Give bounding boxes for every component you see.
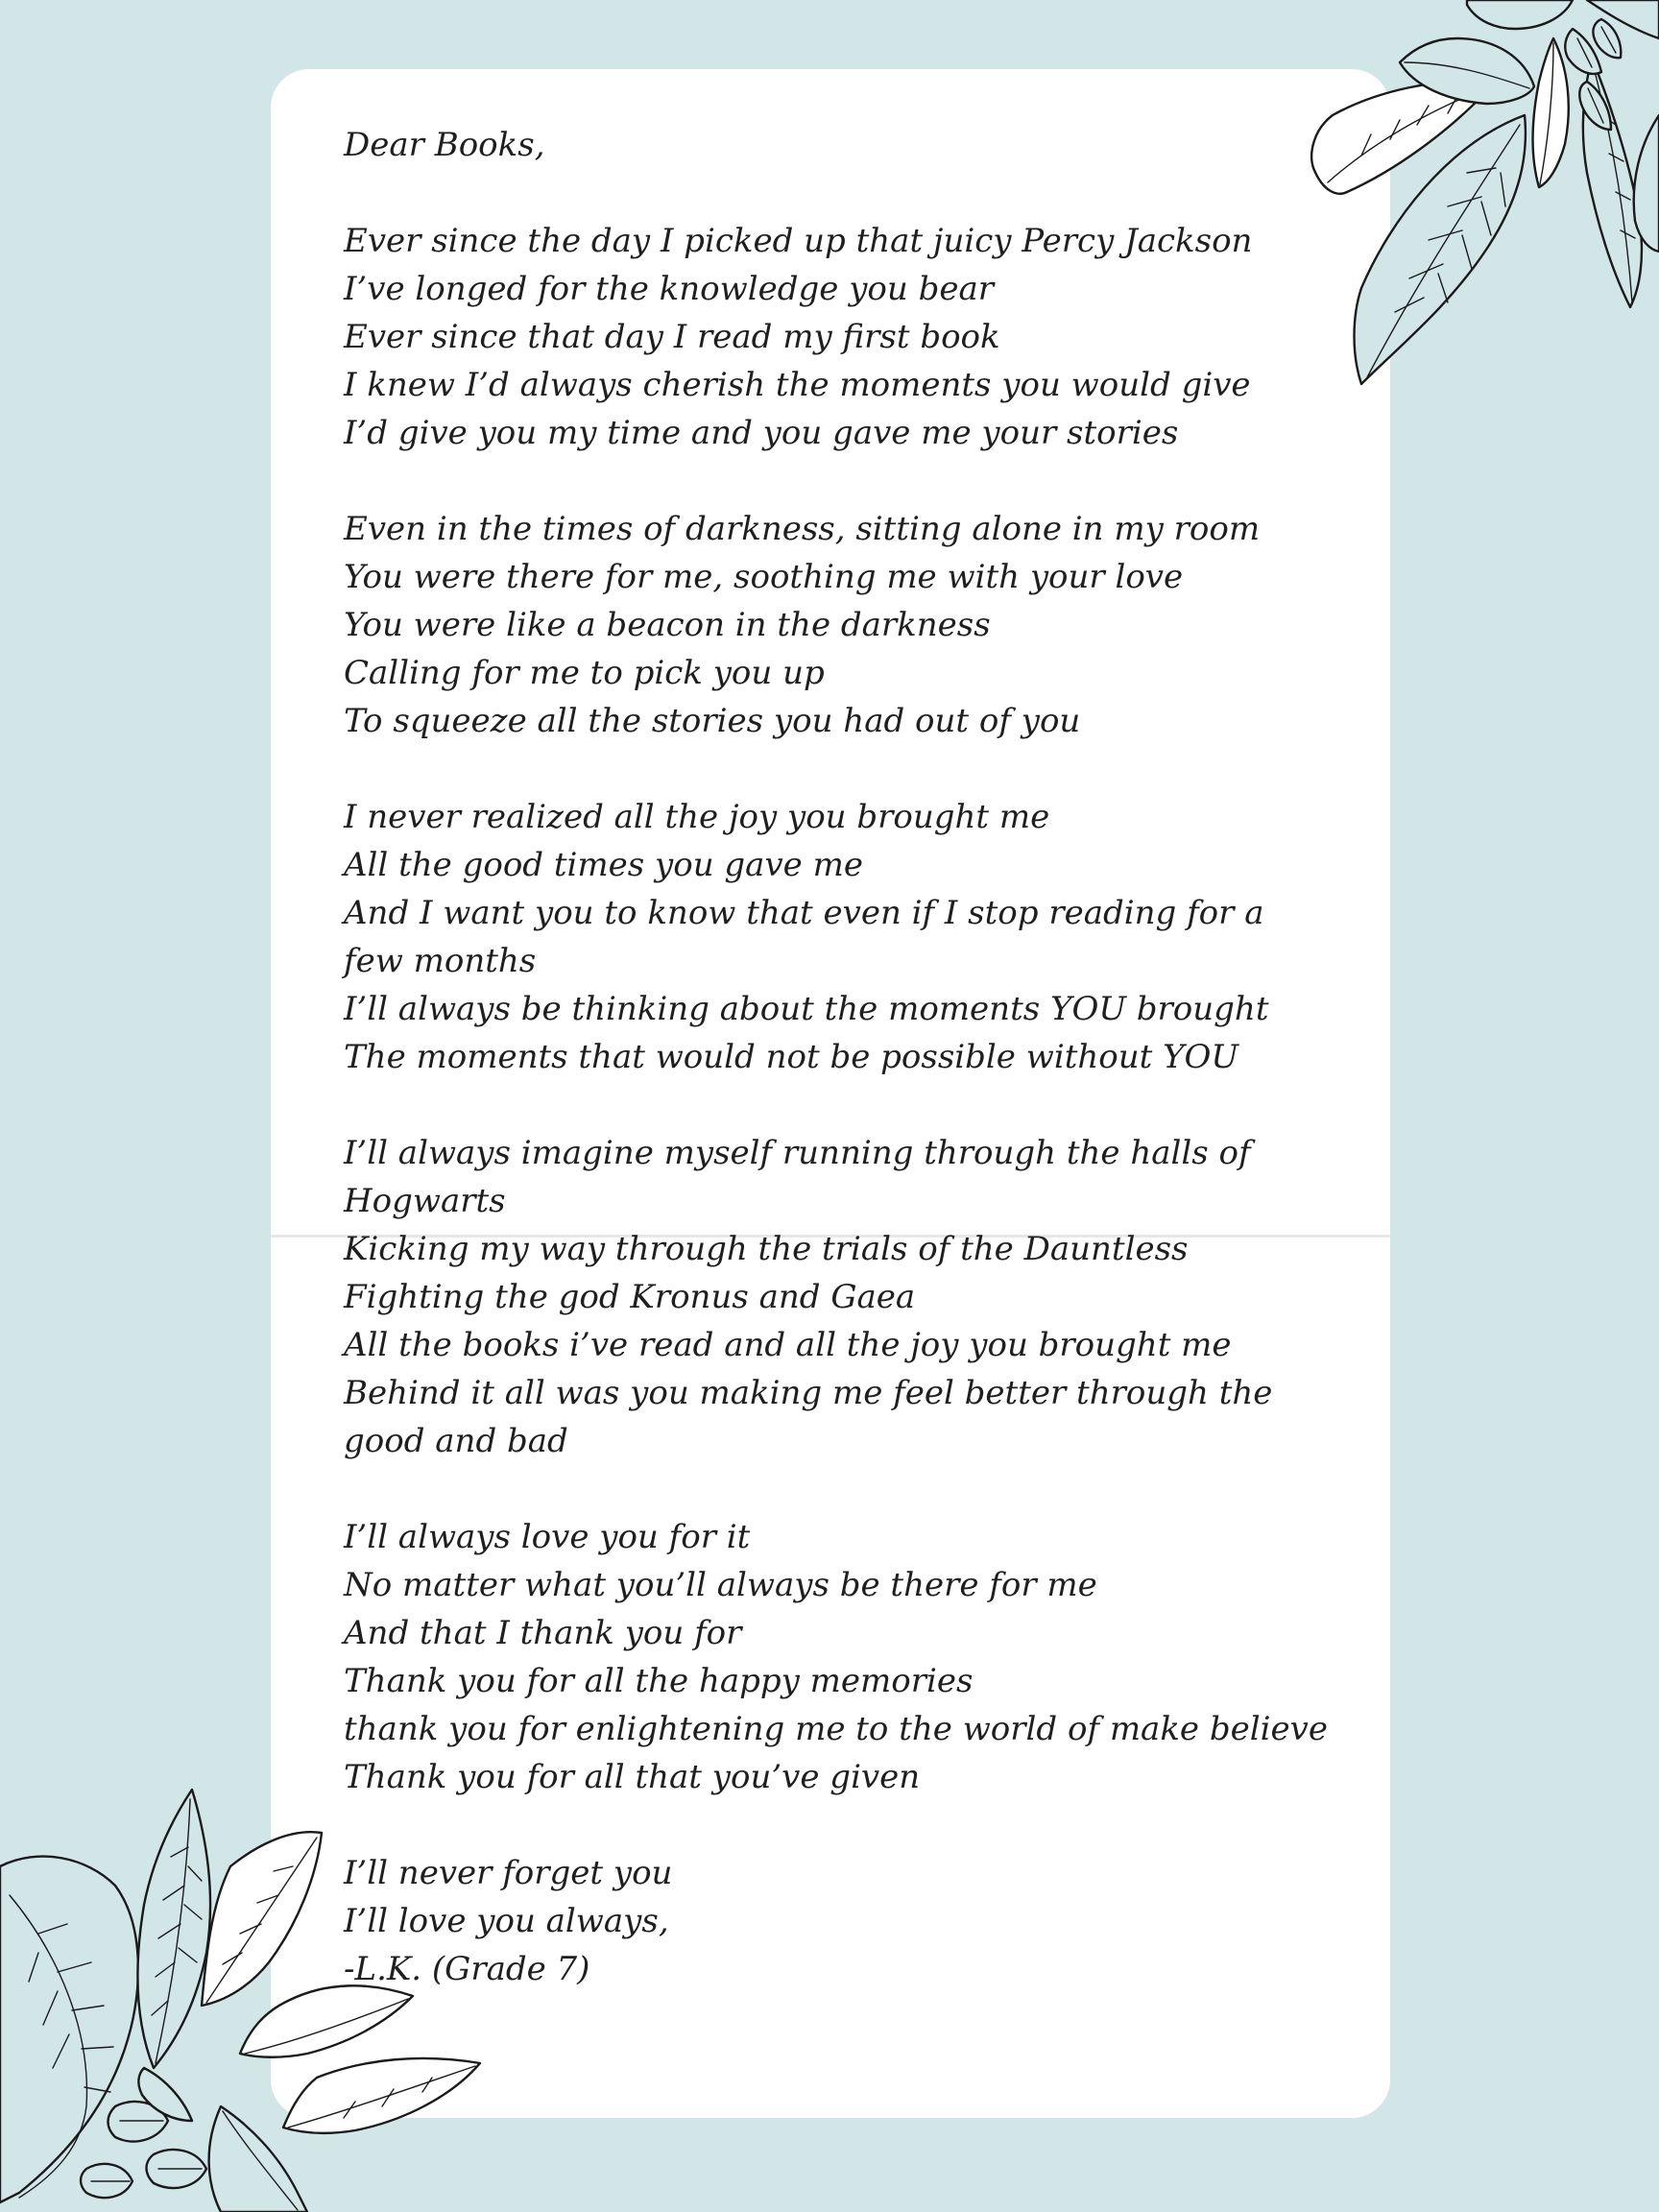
poem-line: Kicking my way through the trials of the Dauntless [344,1230,1189,1268]
poem-line: I’ve longed for the knowledge you bear [344,270,994,308]
poem-line: I’ll always be thinking about the moments YOU brought [344,990,1269,1028]
poem-line: You were like a beacon in the darkness [344,606,991,644]
poem-line: Fighting the god Kronus and Gaea [344,1278,916,1316]
poem-line: Ever since the day I picked up that juicy Percy Jackson [344,222,1253,260]
poem-line: I never realized all the joy you brought me [344,798,1050,836]
poem-line: The moments that would not be possible without YOU [344,1038,1239,1076]
stanza-spacer [344,1465,1381,1513]
poem-line: good and bad [344,1422,568,1460]
poem-line: Behind it all was you making me feel better through the [344,1374,1273,1412]
poem-line: All the good times you gave me [344,846,863,884]
poem-line: I’d give you my time and you gave me your stories [344,414,1179,452]
poem-line: Thank you for all that you’ve given [344,1758,921,1796]
poem-line: Hogwarts [344,1182,506,1220]
poem-line: To squeeze all the stories you had out of you [344,702,1081,740]
stanza-spacer [344,457,1381,505]
signature: -L.K. (Grade 7) [344,1950,590,1988]
poem-line: few months [344,942,537,980]
stanza-spacer [344,1801,1381,1849]
poem-line: All the books i’ve read and all the joy you brought me [344,1326,1232,1364]
poem-line: And that I thank you for [344,1614,742,1652]
closing-line: I’ll love you always, [344,1902,669,1940]
poem-line: Even in the times of darkness, sitting alone in my room [344,510,1261,548]
poem-line: And I want you to know that even if I stop reading for a [344,894,1264,932]
poem-line: I’ll always imagine myself running through the halls of [344,1134,1251,1172]
poem-line: Thank you for all the happy memories [344,1662,974,1700]
poem-line: You were there for me, soothing me with your love [344,558,1184,596]
poem-line: Calling for me to pick you up [344,654,825,692]
letter-body [344,121,1381,1993]
stanza-spacer [344,169,1381,217]
poem-line: Ever since that day I read my first book [344,318,1000,356]
closing-line: I’ll never forget you [344,1854,673,1892]
letter-greeting: Dear Books, [344,126,545,164]
poem-line: I knew I’d always cherish the moments you would give [344,366,1251,404]
poem-line: I’ll always love you for it [344,1518,751,1556]
stanza-spacer [344,745,1381,793]
poem-line: No matter what you’ll always be there for me [344,1566,1097,1604]
poem-line: thank you for enlightening me to the world of make believe [344,1710,1328,1748]
stanza-spacer [344,1081,1381,1129]
